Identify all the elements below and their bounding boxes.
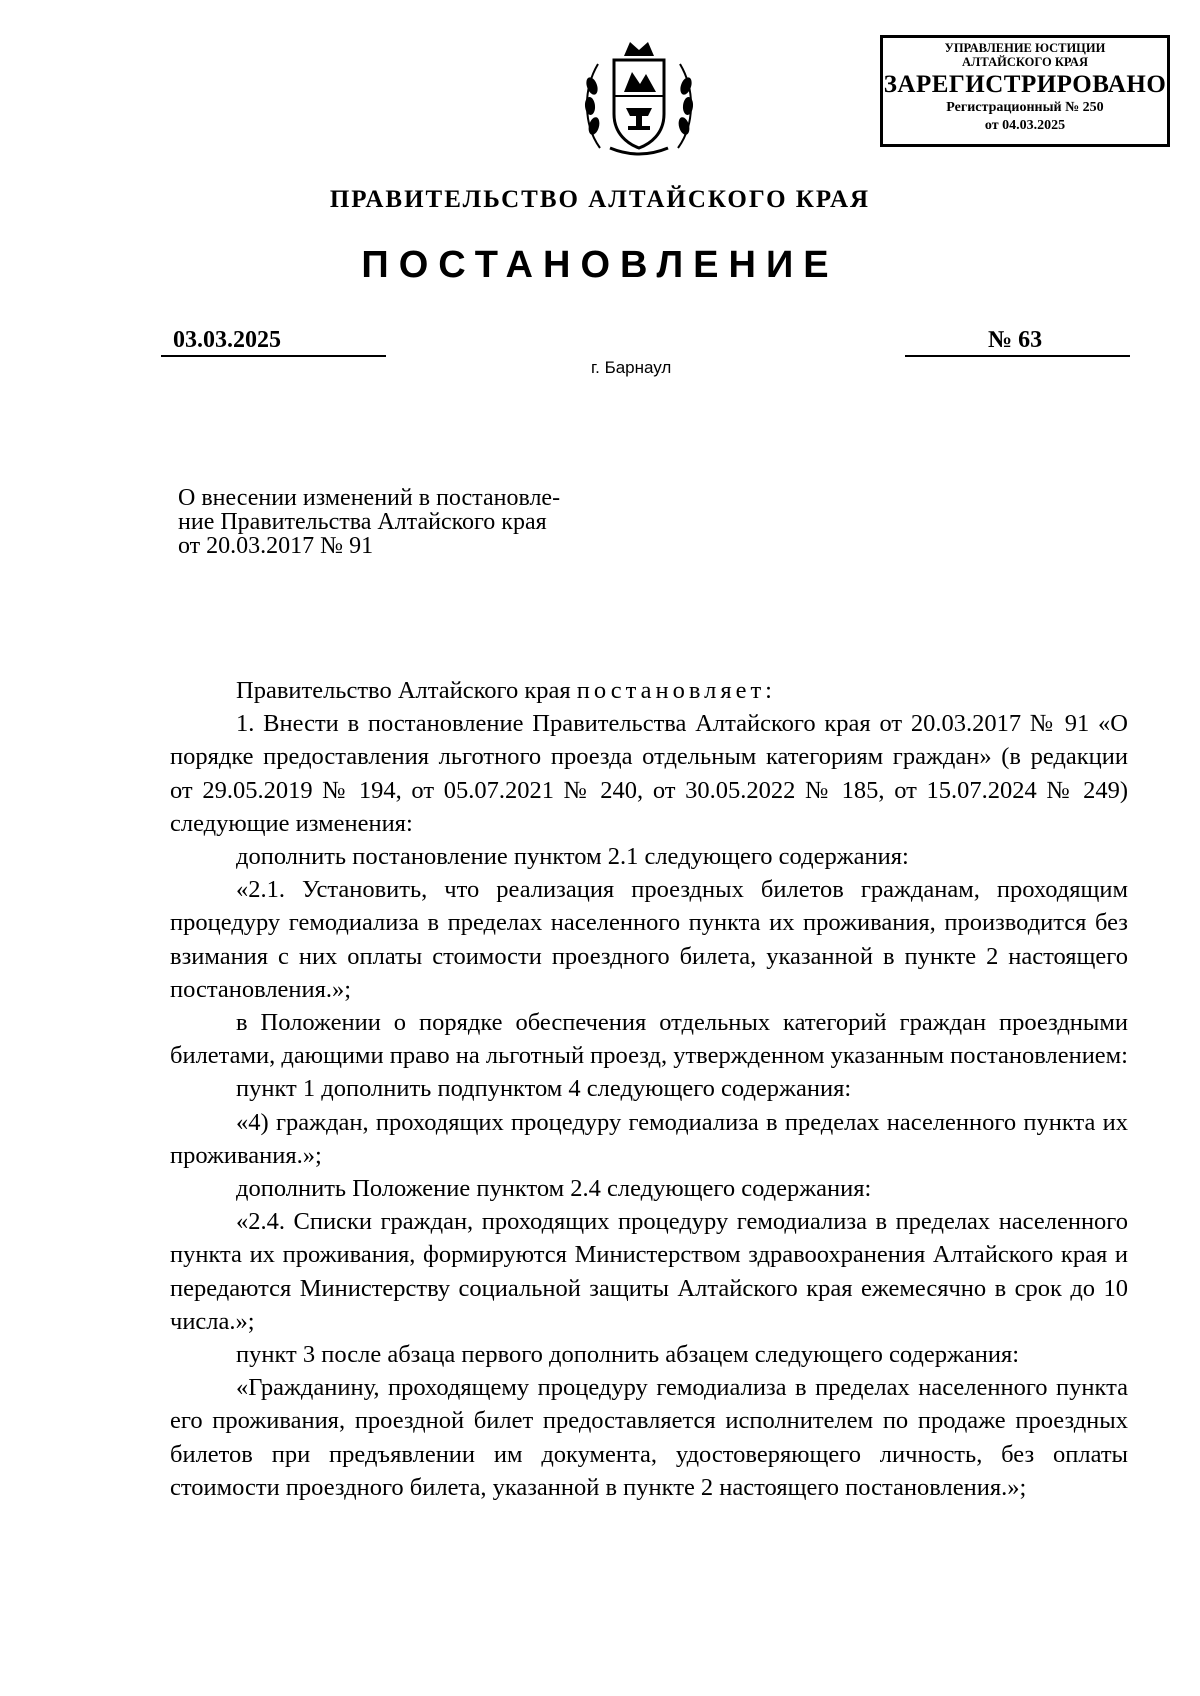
document-date: 03.03.2025	[161, 325, 386, 357]
stamp-org-line2: АЛТАЙСКОГО КРАЯ	[962, 55, 1088, 69]
body-paragraph: «2.1. Установить, что реализация проездных билетов гражданам, проходящим процедуру гемодиализа в пределах населенного пункта их проживания, производится без взимания с них оплаты стоимости проездного билета, указанной в пункте 2 настоящего постановления.»;	[170, 876, 1128, 1003]
body-paragraph: пункт 1 дополнить подпунктом 4 следующего содержания:	[236, 1075, 852, 1103]
body-paragraph: «4) граждан, проходящих процедуру гемодиализа в пределах населенного пункта их проживания.»;	[170, 1108, 1128, 1169]
body-paragraph: «Гражданину, проходящему процедуру гемодиализа в пределах населенного пункта его проживания, проездной билет предоставляется исполнителем по продаже проездных билетов при предъявлении им документа, удостоверяющего личность, без оплаты стоимости проездного билета, указанной в пункте 2 настоящего постановления.»;	[170, 1374, 1128, 1501]
subject-line: ние Правительства Алтайского края	[178, 509, 547, 535]
subject-line: от 20.03.2017 № 91	[178, 533, 374, 559]
document-city: г. Барнаул	[591, 358, 672, 377]
stamp-reg-date: от 04.03.2025	[984, 118, 1066, 133]
intro-paragraph	[170, 674, 1128, 707]
stamp-reg-number: Регистрационный № 250	[946, 100, 1104, 115]
body-paragraph: дополнить Положение пунктом 2.4 следующего содержания:	[236, 1175, 872, 1203]
body-paragraph: дополнить постановление пунктом 2.1 следующего содержания:	[236, 843, 909, 871]
body-paragraph: «2.4. Списки граждан, проходящих процедуру гемодиализа в пределах населенного пункта их проживания, формируются Министерством здравоохранения Алтайского края и передаются Министерству социальной защиты Алтайского края ежемесячно в срок до 10 числа.»;	[170, 1208, 1128, 1335]
body-paragraph: пункт 3 после абзаца первого дополнить абзацем следующего содержания:	[236, 1341, 1020, 1369]
document-subject	[178, 486, 648, 558]
document-number: № 63	[905, 325, 1130, 357]
intro-prefix: Правительство Алтайского края	[236, 677, 577, 704]
registration-stamp	[880, 35, 1170, 147]
stamp-status: ЗАРЕГИСТРИРОВАНО	[883, 71, 1167, 98]
document-type: ПОСТАНОВЛЕНИЕ	[361, 244, 839, 286]
altai-coat-of-arms-emblem	[580, 36, 698, 162]
subject-line: О внесении изменений в постановле-	[178, 485, 561, 511]
government-name: ПРАВИТЕЛЬСТВО АЛТАЙСКОГО КРАЯ	[329, 186, 871, 213]
body-paragraph: 1. Внести в постановление Правительства Алтайского края от 20.03.2017 № 91 «О порядке предоставления льготного проезда отдельным категориям граждан» (в редакции от 29.05.2019 № 194, от 05.07.2021 № 240, от 30.05.2022 № 185, от 15.07.2024 № 249) следующие изменения:	[170, 710, 1128, 837]
body-paragraph: в Положении о порядке обеспечения отдельных категорий граждан проездными билетами, дающими право на льготный проезд, утвержденном указанным постановлением:	[170, 1009, 1128, 1070]
document-body	[170, 674, 1128, 1504]
stamp-org-line1: УПРАВЛЕНИЕ ЮСТИЦИИ	[944, 41, 1106, 55]
intro-verb: постановляет:	[576, 677, 776, 704]
